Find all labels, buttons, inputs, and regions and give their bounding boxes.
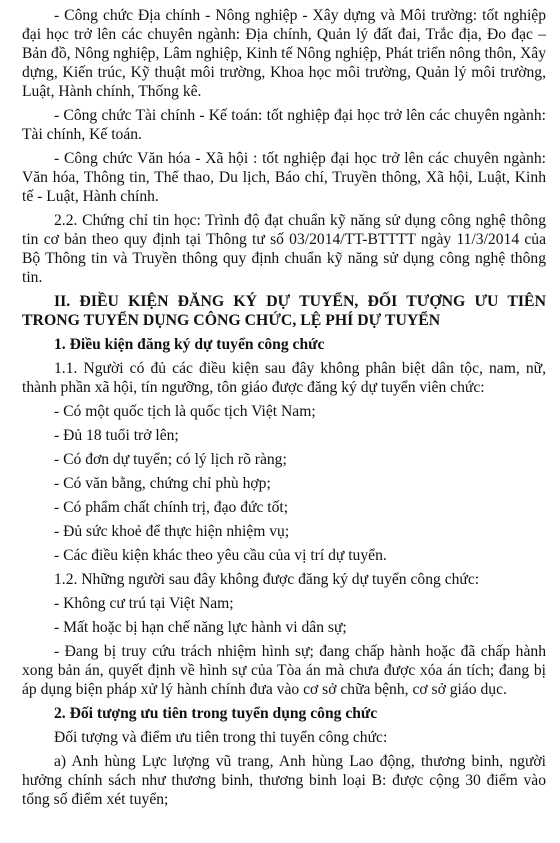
section-heading-2: II. ĐIỀU KIỆN ĐĂNG KÝ DỰ TUYỂN, ĐỐI TƯỢNG ƯU TIÊN TRONG TUYỂN DỤNG CÔNG CHỨC, LỆ PHÍ DỰ TUYỂN xyxy=(22,293,546,329)
paragraph-chungchi-tinhoc: 2.2. Chứng chỉ tin học: Trình độ đạt chuẩn kỹ năng sử dụng công nghệ thông tin cơ bản theo quy định tại Thông tư số 03/2014/TT-BTTTT ngày 11/3/2014 của Bộ Thông tin và Truyền thông quy định chuẩn kỹ năng sử dụng công nghệ thông tin. xyxy=(22,212,546,286)
paragraph-uu-tien-a: a) Anh hùng Lực lượng vũ trang, Anh hùng Lao động, thương binh, người hưởng chính sách như thương binh, thương binh loại B: được cộng 30 điểm vào tổng số điểm xét tuyển; xyxy=(22,753,546,808)
condition-item: - Đủ sức khoẻ để thực hiện nhiệm vụ; xyxy=(54,523,290,540)
condition-item: - Có phẩm chất chính trị, đạo đức tốt; xyxy=(54,499,289,516)
exclusion-item: - Không cư trú tại Việt Nam; xyxy=(54,595,234,612)
condition-item: - Có một quốc tịch là quốc tịch Việt Nam; xyxy=(54,403,316,420)
exclusion-item-long: - Đang bị truy cứu trách nhiệm hình sự; đang chấp hành hoặc đã chấp hành xong bản án, quyết định về hình sự của Tòa án mà chưa được xóa án tích; đang bị áp dụng biện pháp xử lý hành chính đưa vào cơ sở chữa bệnh, cơ sở giáo dục. xyxy=(22,643,546,698)
condition-item: - Có văn bằng, chứng chỉ phù hợp; xyxy=(54,475,271,492)
paragraph-uu-tien-intro: Đối tượng và điểm ưu tiên trong thi tuyển công chức: xyxy=(54,729,388,746)
condition-item: - Có đơn dự tuyển; có lý lịch rõ ràng; xyxy=(54,451,287,468)
condition-item: - Đủ 18 tuổi trở lên; xyxy=(54,427,179,444)
paragraph-diachinh: - Công chức Địa chính - Nông nghiệp - Xây dựng và Môi trường: tốt nghiệp đại học trở lên các chuyên ngành: Địa chính, Quản lý đất đai, Trắc địa, Đo đạc – Bản đồ, Nông nghiệp, Lâm nghiệp, Kinh tế Nông nghiệp, Phát triển nông thôn, Xây dựng, Kiến trúc, Kỹ thuật môi trường, Khoa học môi trường, Quản lý môi trường, Luật, Hành chính, Thống kê. xyxy=(22,7,546,100)
paragraph-1-2: 1.2. Những người sau đây không được đăng ký dự tuyển công chức: xyxy=(54,571,480,588)
paragraph-1-1: 1.1. Người có đủ các điều kiện sau đây không phân biệt dân tộc, nam, nữ, thành phần xã hội, tín ngưỡng, tôn giáo được đăng ký dự tuyển viên chức: xyxy=(22,360,546,396)
paragraph-taichinh: - Công chức Tài chính - Kế toán: tốt nghiệp đại học trở lên các chuyên ngành: Tài chính, Kế toán. xyxy=(22,107,546,143)
subheading-uu-tien: 2. Đối tượng ưu tiên trong tuyển dụng công chức xyxy=(54,705,378,722)
exclusion-item: - Mất hoặc bị hạn chế năng lực hành vi dân sự; xyxy=(54,619,347,636)
subheading-dieu-kien: 1. Điều kiện đăng ký dự tuyển công chức xyxy=(54,336,325,353)
condition-item: - Các điều kiện khác theo yêu cầu của vị trí dự tuyển. xyxy=(54,547,387,564)
paragraph-vanhoa: - Công chức Văn hóa - Xã hội : tốt nghiệp đại học trở lên các chuyên ngành: Văn hóa, Thông tin, Thể thao, Du lịch, Báo chí, Truyền thông, Xã hội, Luật, Kinh tế - Luật, Hành chính. xyxy=(22,150,546,205)
